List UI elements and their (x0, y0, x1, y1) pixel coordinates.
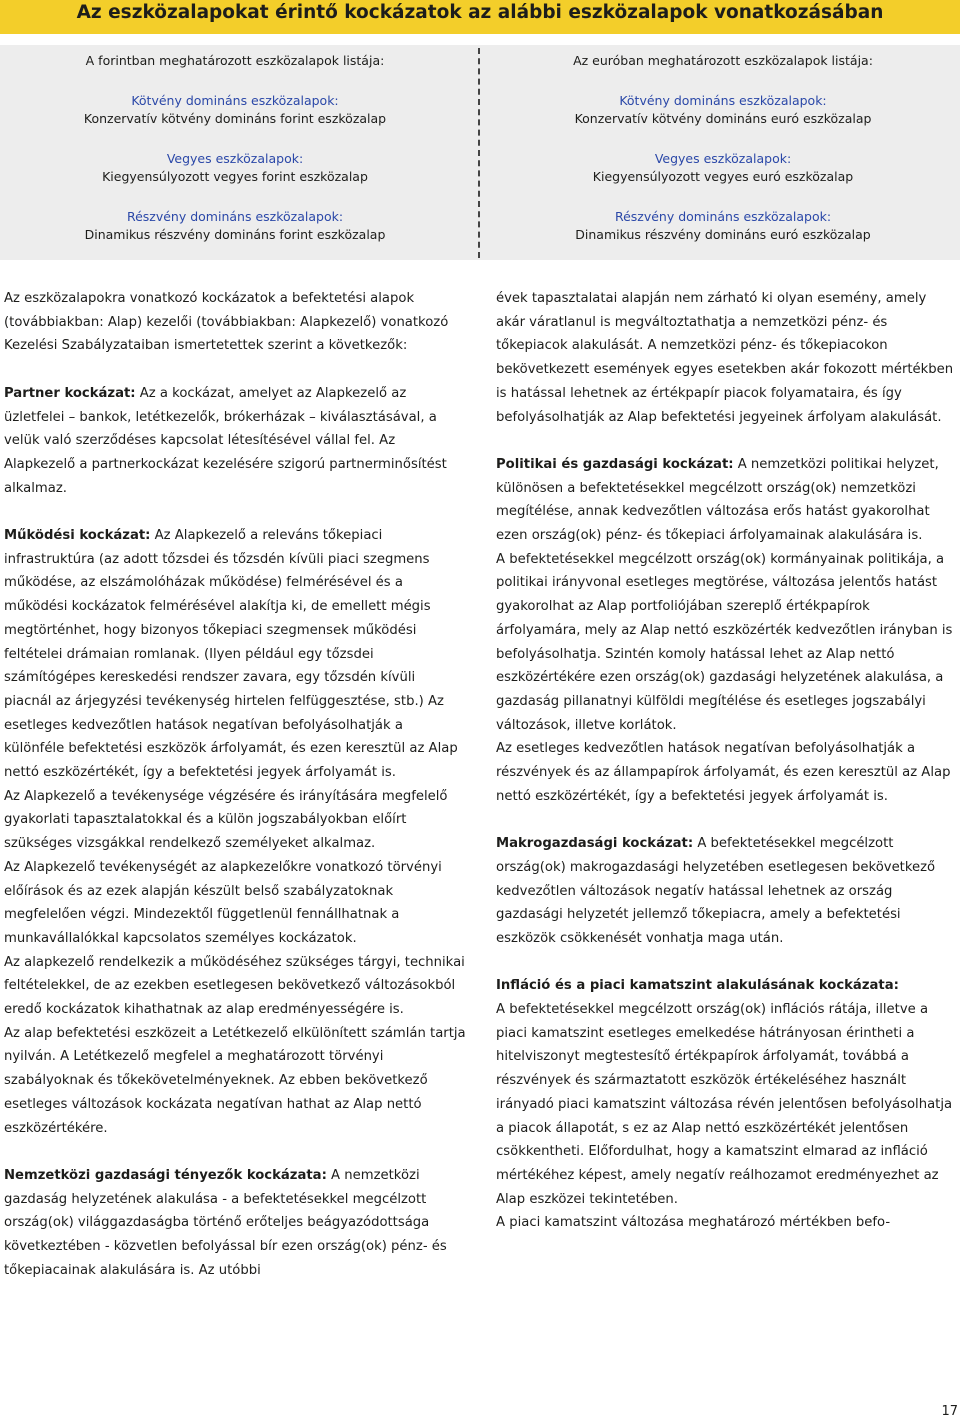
euro-list-title: Az euróban meghatározott eszközalapok listája: (573, 53, 873, 68)
fund-name: Dinamikus részvény domináns forint eszközalap (84, 227, 386, 242)
euro-fund-list (488, 52, 958, 244)
fund-group-label: Vegyes eszközalapok: (166, 151, 304, 166)
intro-paragraph: Az eszközalapokra vonatkozó kockázatok a befektetési alapok (továbbiakban: Alap) kezelői (továbbiakban: Alapkezelő) vonatkozó Kezelési Szabályzataiban ismertetettek szerint a következők: (4, 291, 449, 354)
operational-paragraph: Az alapkezelő rendelkezik a működéséhez szükséges tárgyi, technikai feltételekkel, de az ezekben esetlegesen bekövetkező változásokból eredő kockázatok kihathatnak az alap eredményességére is. (4, 954, 465, 1018)
operational-risk-paragraph (4, 524, 466, 785)
fund-group (0, 150, 470, 186)
inflation-last-line: A piaci kamatszint változása meghatározó mértékben befo- (496, 1215, 891, 1231)
fund-group-label: Kötvény domináns eszközalapok: (619, 93, 827, 108)
forint-fund-list (0, 52, 470, 244)
fund-name: Dinamikus részvény domináns euró eszközalap (575, 227, 871, 242)
right-text-column (496, 287, 958, 1235)
operational-paragraph: Az Alapkezelő a tevékenysége végzésére és irányítására megfelelő gyakorlati tapasztalatokkal és a külön jogszabályokban előírt szükséges vizsgákkal rendelkező személyeket alkalmaz. (4, 788, 448, 852)
partner-risk-text: Az a kockázat, amelyet az Alapkezelő az üzletfelei – bankok, letétkezelők, brókerházak – kiválasztásával, a velük való szerződéses kapcsolat létesítésével vállal fel. Az Alapkezelő a partnerkockázat kezelésére szigorú partnerminősítést alkalmaz. (4, 385, 447, 496)
page-number: 17 (941, 1404, 958, 1419)
fund-group (0, 92, 470, 128)
page-title: Az eszközalapokat érintő kockázatok az alábbi eszközalapok vonatkozásában (76, 2, 884, 23)
political-risk-paragraph (496, 453, 958, 548)
macro-risk-paragraph (496, 832, 958, 951)
macro-risk-heading: Makrogazdasági kockázat: (496, 836, 694, 852)
continuation-paragraph: évek tapasztalatai alapján nem zárható ki olyan esemény, amely akár váratlanul is megváltoztathatja a nemzetközi pénz- és tőkepiacok alakulását. A nemzetközi pénz- és tőkepiacokon bekövetkezett események egyes esetekben akár fokozott mértékben is hatással lehetnek az értékpapír piacok folyamataira, és így befolyásolhatják az Alap befektetési jegyeinek árfolyam alakulását. (496, 291, 954, 425)
forint-list-title: A forintban meghatározott eszközalapok listája: (85, 53, 385, 68)
fund-group (488, 208, 958, 244)
fund-name: Kiegyensúlyozott vegyes forint eszközalap (102, 169, 368, 184)
fund-name: Konzervatív kötvény domináns forint eszközalap (83, 111, 387, 126)
fund-group-label: Részvény domináns eszközalapok: (126, 209, 344, 224)
partner-risk-heading: Partner kockázat: (4, 385, 136, 401)
fund-name: Kiegyensúlyozott vegyes euró eszközalap (592, 169, 854, 184)
international-risk-text: A nemzetközi gazdaság helyzetének alakulása - a befektetésekkel megcélzott ország(ok) világgazdaságba történő erőteljes beágyazódottsága következtében - közvetlen befolyással bír ezen ország(ok) pénz- és tőkepiacainak alakulására is. Az utóbbi (4, 1167, 447, 1278)
political-risk-text: A nemzetközi politikai helyzet, különösen a befektetésekkel megcélzott ország(ok) nemzetközi megítélése, annak kedvezőtlen változása erős hatást gyakorolhat ezen ország(ok) pénz- és tőkepiaci árfolyamainak alakulására is. (496, 456, 939, 544)
political-paragraph: Az esetleges kedvezőtlen hatások negatívan befolyásolhatják a részvények és az állampapírok árfolyamát, és ezen keresztül az Alap nettó eszközértékét, így a befektetési jegyek árfolyamát is. (496, 741, 951, 804)
fund-name: Konzervatív kötvény domináns euró eszközalap (574, 111, 872, 126)
international-risk-heading: Nemzetközi gazdasági tényezők kockázata: (4, 1167, 327, 1183)
partner-risk-paragraph (4, 382, 466, 501)
fund-group (488, 92, 958, 128)
international-risk-paragraph (4, 1164, 466, 1283)
political-paragraph: A befektetésekkel megcélzott ország(ok) kormányainak politikája, a politikai irányvonal esetleges megtörése, változása jelentős hatást gyakorolhat az Alap portfoliójában szereplő értékpapírok árfolyamára, mely az Alap nettó eszközérték kedvezőtlen irányban is befolyásolhatja. Szintén komoly hatással lehet az Alap nettó eszközértékére ezen ország(ok) gazdasági helyzetének alakulása, a gazdaság pillanatnyi külföldi megítélése és esetleges jogszabályi változások, illetve korlátok. (496, 551, 953, 733)
fund-group-label: Kötvény domináns eszközalapok: (131, 93, 339, 108)
fund-group-label: Részvény domináns eszközalapok: (614, 209, 832, 224)
operational-risk-text: Az Alapkezelő a releváns tőkepiaci infrastruktúra (az adott tőzsdei és tőzsdén kívüli piaci szegmens működése, az elszámolóházak működése) felmérésével és a működési kockázatok felmérésével alakítja ki, de emellett mégis megtörténhet, hogy bizonyos tőkepiaci szegmensek működési feltételei drámaian romlanak. (Ilyen például egy tőzsdei számítógépes kereskedési rendszer zavara, egy tőzsdén kívüli piacnál az árjegyzési tevékenység hirtelen felfüggesztése, stb.) Az esetleges kedvezőtlen hatások negatívan befolyásolhatják a különféle befektetési eszközök árfolyamát, és ezen keresztül az Alap nettó eszközértékét, így a befektetési jegyek árfolyamát is. (4, 528, 458, 781)
column-divider (478, 48, 480, 258)
operational-paragraph: Az Alapkezelő tevékenységét az alapkezelőkre vonatkozó törvényi előírások és az ezek alapján készült belső szabályzatoknak megfelelően végzi. Mindezektől függetlenül fennállhatnak a munkavállalókkal kapcsolatos személyes kockázatok. (4, 859, 442, 946)
inflation-risk-heading: Infláció és a piaci kamatszint alakulásának kockázata: (496, 978, 899, 994)
macro-risk-text: A befektetésekkel megcélzott ország(ok) makrogazdasági helyzetében esetlegesen bekövetkező kedvezőtlen változások negatív hatással lehetnek az ország gazdasági helyzetét jellemző tőkepiacra, amely a befektetési eszközök csökkenését vonhatja maga után. (496, 836, 936, 946)
operational-paragraph: Az alap befektetési eszközeit a Letétkezelő elkülönített számlán tartja nyilván. A Letétkezelő megfelel a meghatározott törvényi szabályoknak és tőkekövetelményeknek. Az ebben bekövetkező esetleges változások kockázata negatívan hathat az Alap nettó eszközértékére. (4, 1025, 466, 1136)
left-text-column (4, 287, 466, 1282)
fund-group (0, 208, 470, 244)
operational-risk-heading: Működési kockázat: (4, 528, 151, 543)
inflation-risk-heading-line (496, 974, 958, 998)
political-risk-heading: Politikai és gazdasági kockázat: (496, 456, 734, 472)
fund-group (488, 150, 958, 186)
fund-group-label: Vegyes eszközalapok: (654, 151, 792, 166)
inflation-risk-text: A befektetésekkel megcélzott ország(ok) inflációs rátája, illetve a piaci kamatszint esetleges emelkedése hátrányosan érintheti a hitelviszonyt megtestesítő értékpapírok árfolyamát, továbbá a részvények és származtatott eszközök értékeléséhez használt irányadó piaci kamatszint változása révén jelentősen befolyásolhatja a piacok állapotát, s ez az Alap nettó eszközértékét jelentősen csökkentheti. Előfordulhat, hogy a kamatszint elmarad az infláció mértékéhez képest, amely negatív reálhozamot eredményezhet az Alap eszközei tekintetében. (496, 1002, 953, 1207)
